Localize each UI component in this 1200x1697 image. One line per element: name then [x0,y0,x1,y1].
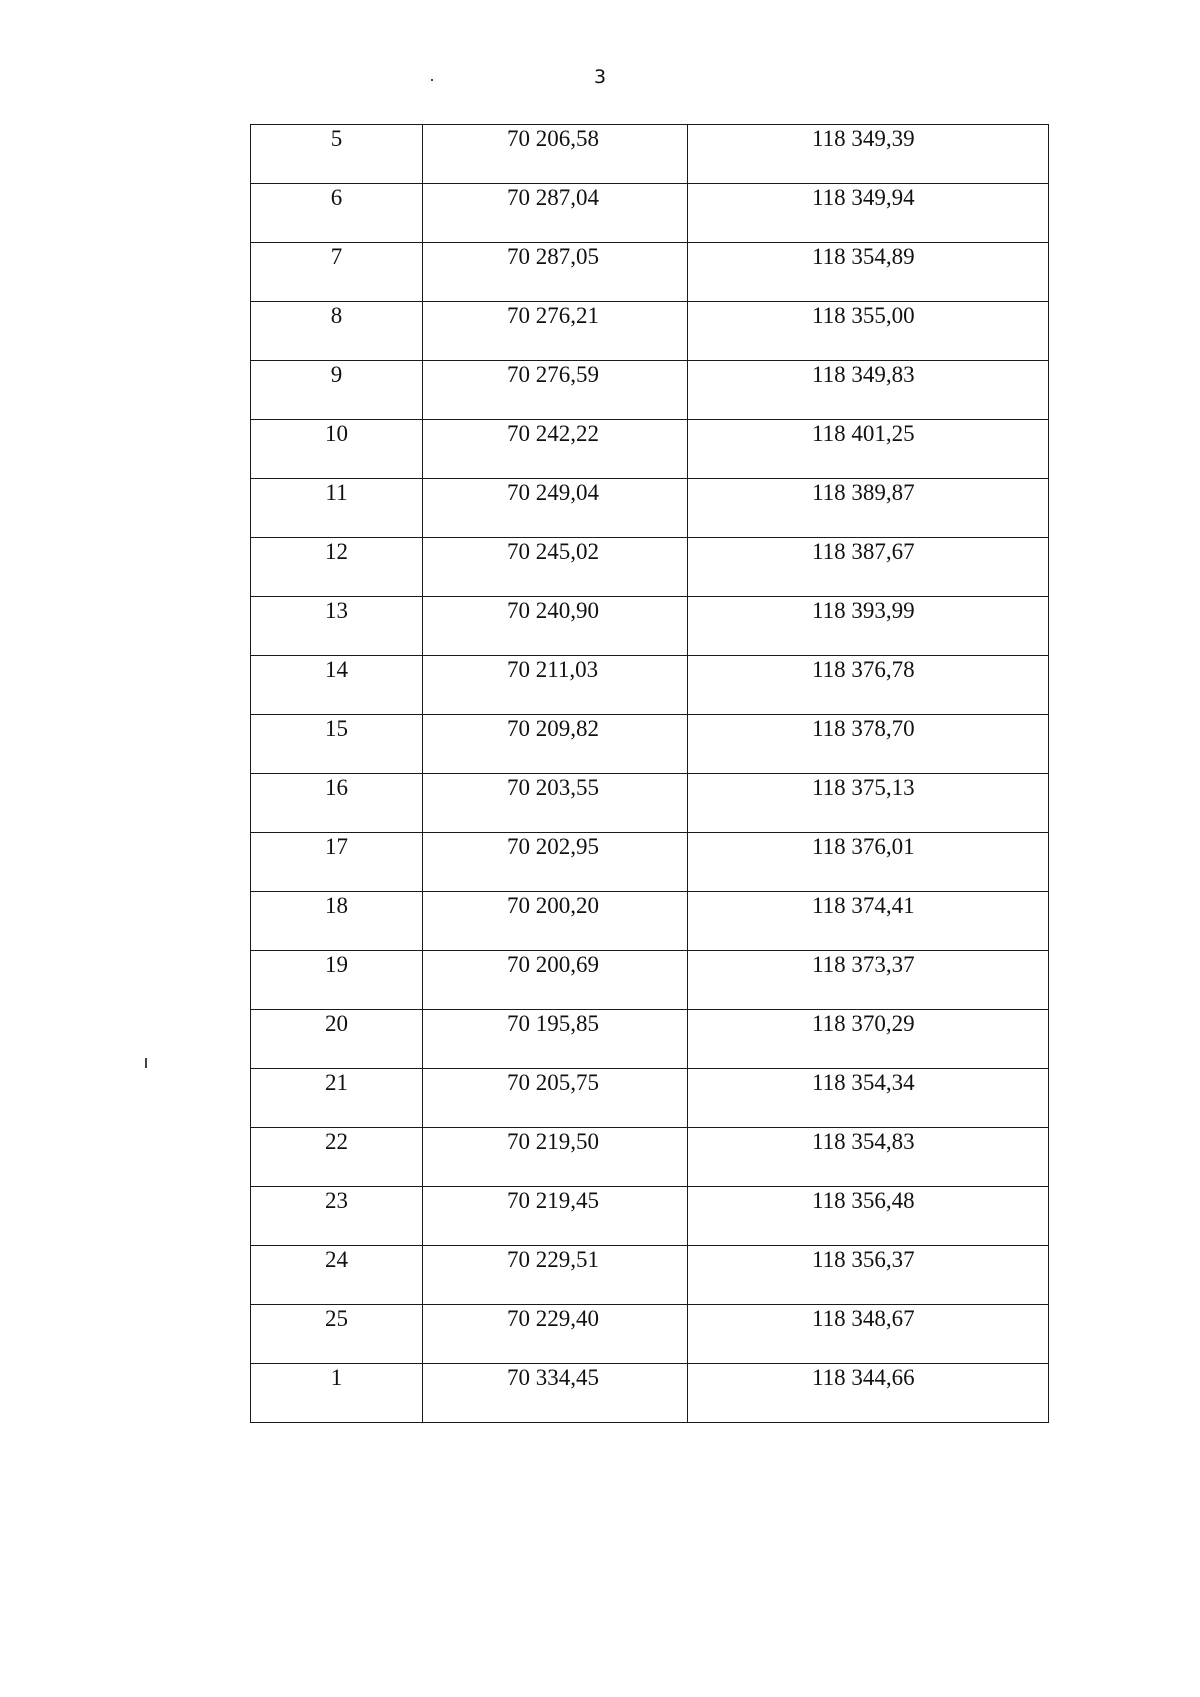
x-coordinate-cell: 70 249,04 [423,479,688,538]
scan-speck [145,1058,147,1068]
y-coordinate-cell: 118 376,78 [688,656,1049,715]
table-row [251,951,1049,1010]
point-number-cell: 13 [251,597,423,656]
table-row [251,1128,1049,1187]
table-row [251,1364,1049,1423]
coordinates-table [250,124,1049,1423]
x-coordinate-cell: 70 229,40 [423,1305,688,1364]
x-coordinate-cell: 70 242,22 [423,420,688,479]
point-number-cell: 19 [251,951,423,1010]
point-number-cell: 17 [251,833,423,892]
table-row [251,243,1049,302]
x-coordinate-cell: 70 276,21 [423,302,688,361]
table-row [251,302,1049,361]
x-coordinate-cell: 70 287,05 [423,243,688,302]
y-coordinate-cell: 118 375,13 [688,774,1049,833]
point-number-cell: 25 [251,1305,423,1364]
y-coordinate-cell: 118 356,37 [688,1246,1049,1305]
table-row [251,1010,1049,1069]
point-number-cell: 21 [251,1069,423,1128]
x-coordinate-cell: 70 229,51 [423,1246,688,1305]
x-coordinate-cell: 70 334,45 [423,1364,688,1423]
table-row [251,1246,1049,1305]
table-row [251,184,1049,243]
y-coordinate-cell: 118 389,87 [688,479,1049,538]
point-number-cell: 24 [251,1246,423,1305]
point-number-cell: 8 [251,302,423,361]
x-coordinate-cell: 70 276,59 [423,361,688,420]
table-row [251,479,1049,538]
x-coordinate-cell: 70 205,75 [423,1069,688,1128]
x-coordinate-cell: 70 202,95 [423,833,688,892]
x-coordinate-cell: 70 206,58 [423,125,688,184]
x-coordinate-cell: 70 219,50 [423,1128,688,1187]
y-coordinate-cell: 118 401,25 [688,420,1049,479]
point-number-cell: 22 [251,1128,423,1187]
y-coordinate-cell: 118 349,94 [688,184,1049,243]
point-number-cell: 18 [251,892,423,951]
point-number-cell: 14 [251,656,423,715]
y-coordinate-cell: 118 349,39 [688,125,1049,184]
y-coordinate-cell: 118 349,83 [688,361,1049,420]
x-coordinate-cell: 70 209,82 [423,715,688,774]
point-number-cell: 9 [251,361,423,420]
x-coordinate-cell: 70 287,04 [423,184,688,243]
y-coordinate-cell: 118 354,83 [688,1128,1049,1187]
scan-speck [431,79,433,81]
x-coordinate-cell: 70 200,69 [423,951,688,1010]
x-coordinate-cell: 70 245,02 [423,538,688,597]
y-coordinate-cell: 118 374,41 [688,892,1049,951]
y-coordinate-cell: 118 376,01 [688,833,1049,892]
table-row [251,715,1049,774]
y-coordinate-cell: 118 354,89 [688,243,1049,302]
point-number-cell: 12 [251,538,423,597]
point-number-cell: 11 [251,479,423,538]
point-number-cell: 16 [251,774,423,833]
y-coordinate-cell: 118 344,66 [688,1364,1049,1423]
table-row [251,892,1049,951]
y-coordinate-cell: 118 387,67 [688,538,1049,597]
x-coordinate-cell: 70 203,55 [423,774,688,833]
table-row [251,774,1049,833]
table-row [251,1069,1049,1128]
y-coordinate-cell: 118 378,70 [688,715,1049,774]
x-coordinate-cell: 70 200,20 [423,892,688,951]
table-row [251,597,1049,656]
y-coordinate-cell: 118 355,00 [688,302,1049,361]
point-number-cell: 6 [251,184,423,243]
table-row [251,656,1049,715]
point-number-cell: 15 [251,715,423,774]
table-row [251,361,1049,420]
y-coordinate-cell: 118 356,48 [688,1187,1049,1246]
y-coordinate-cell: 118 370,29 [688,1010,1049,1069]
point-number-cell: 20 [251,1010,423,1069]
x-coordinate-cell: 70 219,45 [423,1187,688,1246]
table-row [251,538,1049,597]
point-number-cell: 7 [251,243,423,302]
y-coordinate-cell: 118 348,67 [688,1305,1049,1364]
y-coordinate-cell: 118 373,37 [688,951,1049,1010]
y-coordinate-cell: 118 354,34 [688,1069,1049,1128]
x-coordinate-cell: 70 195,85 [423,1010,688,1069]
y-coordinate-cell: 118 393,99 [688,597,1049,656]
table-row [251,125,1049,184]
point-number-cell: 1 [251,1364,423,1423]
page-number: 3 [593,66,607,88]
table-row [251,1187,1049,1246]
table-row [251,833,1049,892]
table-row [251,420,1049,479]
table-row [251,1305,1049,1364]
x-coordinate-cell: 70 240,90 [423,597,688,656]
coordinates-table-body [251,125,1049,1423]
point-number-cell: 23 [251,1187,423,1246]
point-number-cell: 5 [251,125,423,184]
x-coordinate-cell: 70 211,03 [423,656,688,715]
point-number-cell: 10 [251,420,423,479]
